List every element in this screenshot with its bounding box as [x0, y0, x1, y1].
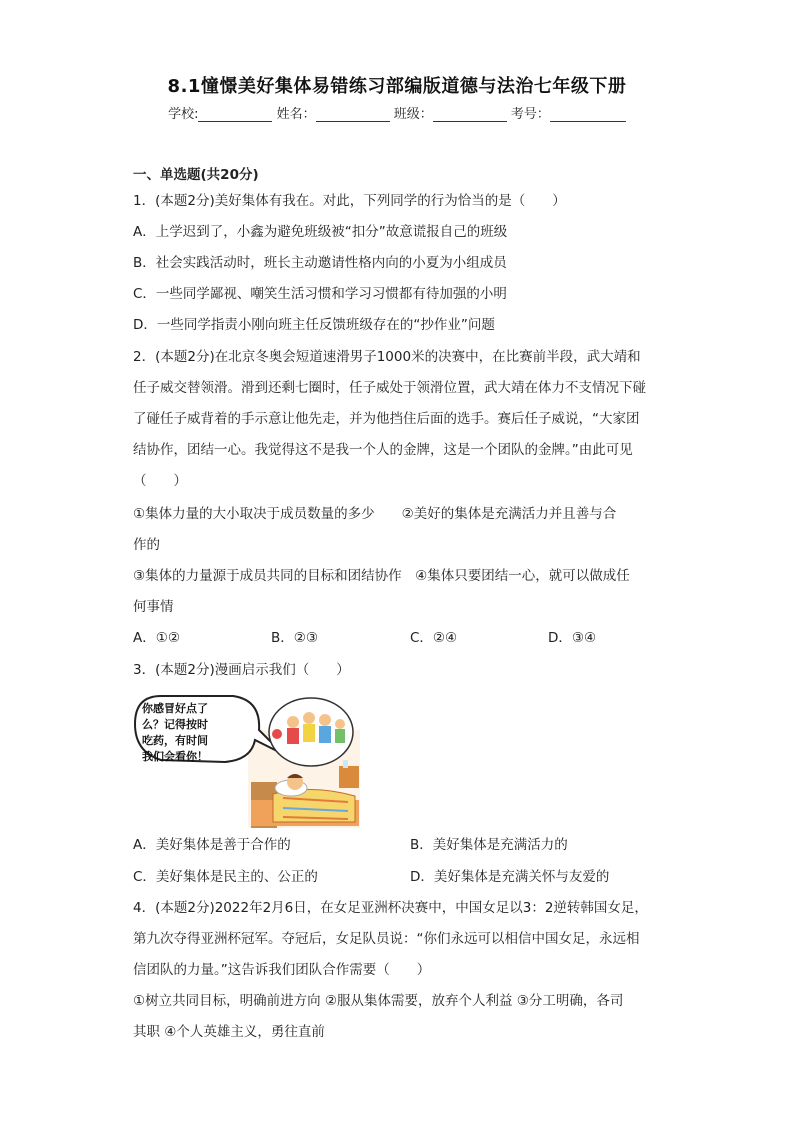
classmate-body [287, 728, 299, 744]
bubble-line-1: 你感冒好点了 [142, 702, 208, 715]
classmate-body [335, 729, 345, 743]
q3-stem: 3．(本题2分)漫画启示我们（ ） [133, 662, 350, 678]
classmate-body [303, 724, 315, 742]
q1-option-c[interactable]: C．一些同学鄙视、嘲笑生活习惯和学习习惯都有待加强的小明 [133, 286, 507, 302]
q2-option-a[interactable]: A．①② [133, 630, 180, 646]
q3-option-a[interactable]: A．美好集体是善于合作的 [133, 837, 291, 853]
q4-stem-line-1: 4．(本题2分)2022年2月6日，在女足亚洲杯决赛中，中国女足以3：2逆转韩国女足， [133, 900, 648, 916]
q2-option-b[interactable]: B．②③ [271, 630, 318, 646]
comic-illustration [133, 690, 363, 828]
q4-stem-line-3: 信团队的力量。”这告诉我们团队合作需要（ ） [133, 962, 431, 978]
q4-statements-line-2: 其职 ④个人英雄主义，勇往直前 [133, 1024, 325, 1040]
balloon-icon [272, 729, 282, 739]
name-blank[interactable] [316, 107, 390, 122]
q2-stem-line-2: 任子威交替领滑。滑到还剩七圈时，任子威处于领滑位置，武大靖在体力不支情况下碰 [133, 380, 646, 396]
q4-stem-line-2: 第九次夺得亚洲杯冠军。夺冠后，女足队员说：“你们永远可以相信中国女足，永远相 [133, 931, 640, 947]
exam-number-blank[interactable] [550, 107, 626, 122]
q2-statement-1-2: ①集体力量的大小取决于成员数量的多少 ②美好的集体是充满活力并且善与合 [133, 506, 617, 522]
name-label: 姓名： [276, 107, 316, 122]
school-blank[interactable] [198, 107, 272, 122]
classmate-head [319, 714, 331, 726]
q2-stem-line-3: 了碰任子威背着的手示意让他先走，并为他挡住后面的选手。赛后任子威说，“大家团 [133, 411, 640, 427]
q3-option-d[interactable]: D．美好集体是充满关怀与友爱的 [410, 869, 610, 885]
q2-stem-line-4: 结协作，团结一心。我觉得这不是我一个人的金牌，这是一个团队的金牌。”由此可见 [133, 442, 633, 458]
q2-option-d[interactable]: D．③④ [548, 630, 597, 646]
student-info-row [0, 103, 794, 122]
q1-option-d[interactable]: D．一些同学指责小刚向班主任反馈班级存在的“抄作业”问题 [133, 317, 495, 333]
nightstand [339, 766, 359, 788]
classmate-head [287, 716, 299, 728]
school-label: 学校: [168, 107, 199, 122]
page-title: 8.1憧憬美好集体易错练习部编版道德与法治七年级下册 [167, 76, 627, 97]
class-label: 班级： [393, 107, 433, 122]
classmate-head [335, 719, 345, 729]
q3-option-c[interactable]: C．美好集体是民主的、公正的 [133, 869, 318, 885]
medicine-bottle-icon [343, 760, 348, 768]
q3-option-b[interactable]: B．美好集体是充满活力的 [410, 837, 568, 853]
section-heading: 一、单选题(共20分) [133, 167, 259, 183]
classmate-body [319, 726, 331, 743]
q2-statement-3-4-cont: 何事情 [133, 599, 174, 615]
q2-stem-line-5: （ ） [133, 473, 187, 489]
q1-option-b[interactable]: B．社会实践活动时，班长主动邀请性格内向的小夏为小组成员 [133, 255, 507, 271]
bubble-line-3: 吃药，有时间 [142, 734, 208, 747]
q2-statement-3-4: ③集体的力量源于成员共同的目标和团结协作 ④集体只要团结一心，就可以做成任 [133, 568, 630, 584]
exam-number-label: 考号： [510, 107, 550, 122]
q2-option-c[interactable]: C．②④ [410, 630, 458, 646]
q2-stem-line-1: 2．(本题2分)在北京冬奥会短道速滑男子1000米的决赛中，在比赛前半段，武大靖和 [133, 349, 641, 365]
class-blank[interactable] [433, 107, 507, 122]
classmate-head [303, 712, 315, 724]
q1-option-a[interactable]: A．上学迟到了，小鑫为避免班级被“扣分”故意谎报自己的班级 [133, 224, 508, 240]
q2-statement-1-2-cont: 作的 [133, 537, 160, 553]
bubble-line-4: 我们会看你！ [142, 750, 208, 763]
bubble-line-2: 么？记得按时 [142, 718, 208, 731]
q4-statements-line-1: ①树立共同目标，明确前进方向 ②服从集体需要，放弃个人利益 ③分工明确，各司 [133, 993, 624, 1009]
q1-stem: 1．(本题2分)美好集体有我在。对此，下列同学的行为恰当的是（ ） [133, 193, 566, 209]
